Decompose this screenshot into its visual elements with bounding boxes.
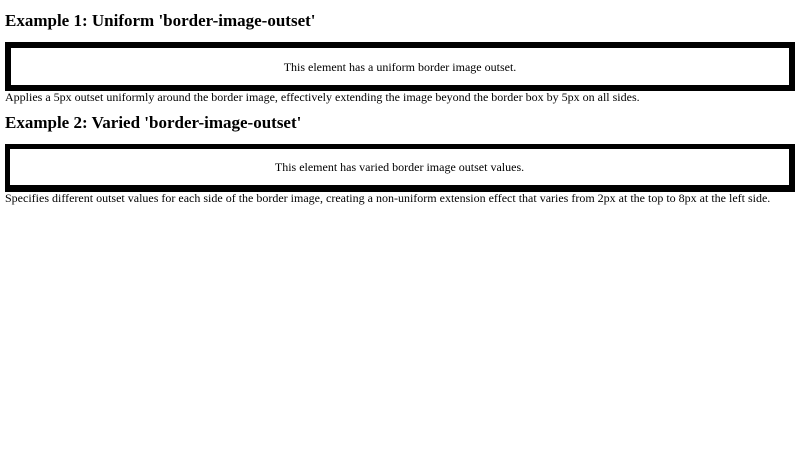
varied-outset-box-text: This element has varied border image outset values. [274,160,525,174]
uniform-outset-box [5,42,795,91]
example-2-heading: Example 2: Varied 'border-image-outset' [5,113,302,132]
example-1-description: Applies a 5px outset uniformly around the border image, effectively extending the image beyond the border box by 5px on all sides. [5,90,640,104]
example-2-description: Specifies different outset values for each side of the border image, creating a non-uniform extension effect that varies from 2px at the top to 8px at the left side. [5,191,771,205]
varied-outset-box [5,144,795,192]
example-1-heading: Example 1: Uniform 'border-image-outset' [5,11,316,30]
uniform-outset-box-text: This element has a uniform border image outset. [283,59,517,74]
